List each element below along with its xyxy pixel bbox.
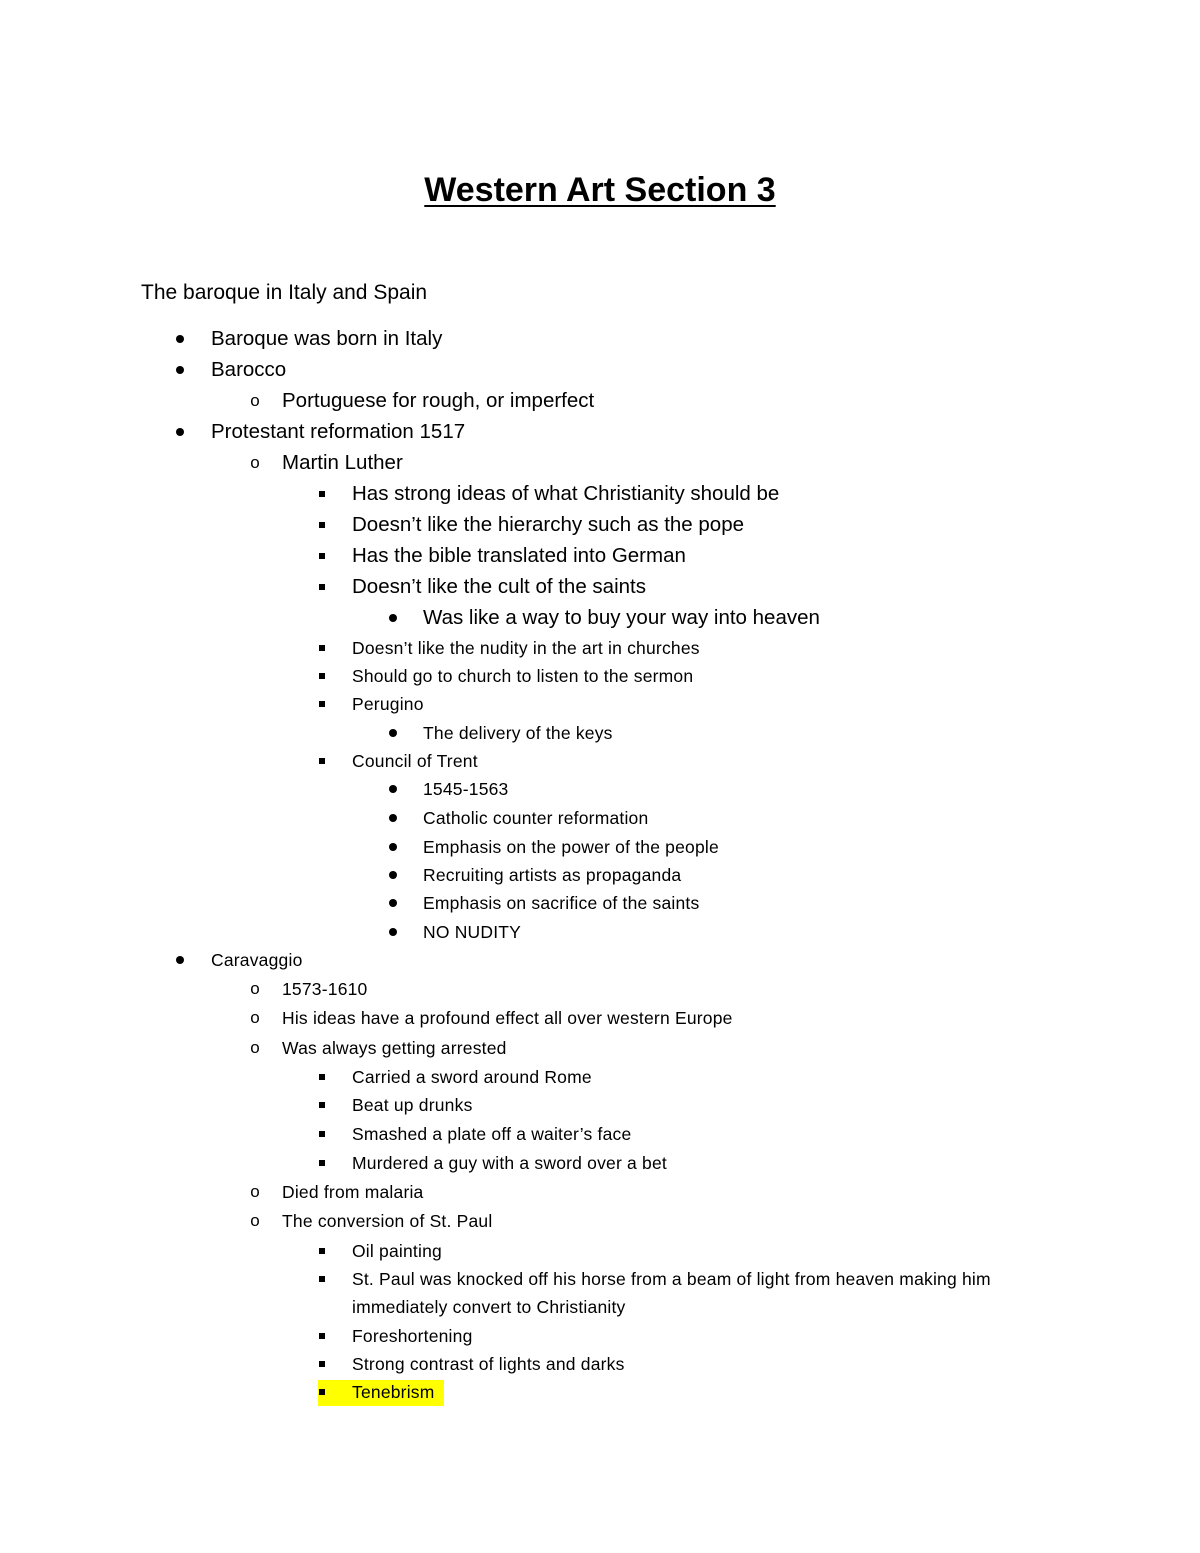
list-bullet-icon: [312, 634, 332, 662]
list-item: 1573-1610: [282, 979, 368, 999]
list-bullet-icon: [312, 1237, 332, 1265]
list-item: Should go to church to listen to the sermon: [352, 666, 694, 686]
list-bullet-icon: [312, 1350, 332, 1378]
list-bullet-icon: [383, 804, 403, 832]
section-heading: The baroque in Italy and Spain: [141, 281, 428, 304]
list-item: Beat up drunks: [352, 1095, 473, 1115]
list-item: Doesn’t like the cult of the saints: [352, 575, 646, 598]
list-bullet-icon: [312, 1378, 332, 1406]
list-item: Doesn’t like the nudity in the art in churches: [352, 638, 700, 658]
list-item: Carried a sword around Rome: [352, 1067, 592, 1087]
list-bullet-icon: [312, 662, 332, 690]
list-bullet-icon: [312, 747, 332, 775]
list-item: Emphasis on sacrifice of the saints: [423, 893, 700, 913]
list-bullet-icon: o: [250, 979, 260, 998]
list-bullet-icon: [312, 1120, 332, 1148]
list-item: Perugino: [352, 694, 424, 714]
list-item: Doesn’t like the hierarchy such as the pope: [352, 513, 745, 536]
list-bullet-icon: [383, 775, 403, 803]
list-bullet-icon: [170, 325, 190, 353]
list-bullet-icon: [383, 833, 403, 861]
list-bullet-icon: [383, 604, 403, 632]
list-bullet-icon: [312, 542, 332, 570]
list-item: Portuguese for rough, or imperfect: [282, 389, 595, 412]
list-item: Has strong ideas of what Christianity should be: [352, 482, 780, 505]
list-item: Was like a way to buy your way into heaven: [423, 606, 820, 629]
list-bullet-icon: o: [250, 1038, 260, 1057]
list-bullet-icon: [312, 1063, 332, 1091]
list-item: NO NUDITY: [423, 922, 522, 942]
list-bullet-icon: [312, 480, 332, 508]
list-bullet-icon: [383, 719, 403, 747]
list-bullet-icon: [312, 1265, 332, 1293]
list-bullet-icon: [312, 1091, 332, 1119]
list-item: His ideas have a profound effect all over western Europe: [282, 1008, 733, 1028]
list-bullet-icon: [170, 356, 190, 384]
list-item: Oil painting: [352, 1241, 442, 1261]
list-item: Council of Trent: [352, 751, 478, 771]
list-bullet-icon: [312, 573, 332, 601]
list-item: Emphasis on the power of the people: [423, 837, 719, 857]
list-bullet-icon: [312, 1322, 332, 1350]
list-item: Martin Luther: [282, 451, 403, 474]
list-bullet-icon: [383, 889, 403, 917]
list-bullet-icon: [312, 1149, 332, 1177]
list-item: Protestant reformation 1517: [211, 420, 466, 443]
list-item: Murdered a guy with a sword over a bet: [352, 1153, 667, 1173]
list-item: Baroque was born in Italy: [211, 327, 443, 350]
list-bullet-icon: o: [250, 391, 260, 410]
list-item: Caravaggio: [211, 950, 303, 970]
list-bullet-icon: o: [250, 1211, 260, 1230]
list-item: The delivery of the keys: [423, 723, 613, 743]
list-item: Smashed a plate off a waiter’s face: [352, 1124, 632, 1144]
list-item: Foreshortening: [352, 1326, 473, 1346]
list-item: Has the bible translated into German: [352, 544, 686, 567]
list-item: Recruiting artists as propaganda: [423, 865, 682, 885]
list-bullet-icon: [170, 946, 190, 974]
list-bullet-icon: o: [250, 1182, 260, 1201]
list-item: Died from malaria: [282, 1182, 424, 1202]
list-bullet-icon: o: [250, 1008, 260, 1027]
list-bullet-icon: [312, 690, 332, 718]
list-item: 1545-1563: [423, 779, 509, 799]
list-item: Strong contrast of lights and darks: [352, 1354, 625, 1374]
list-item: Tenebrism: [352, 1382, 435, 1402]
list-item: The conversion of St. Paul: [282, 1211, 493, 1231]
list-item: Barocco: [211, 358, 287, 381]
list-item: St. Paul was knocked off his horse from a beam of light from heaven making him immediately convert to Christianity: [352, 1269, 991, 1317]
list-item: Catholic counter reformation: [423, 808, 649, 828]
list-bullet-icon: [170, 418, 190, 446]
document-title: Western Art Section 3: [424, 170, 776, 209]
list-bullet-icon: [383, 918, 403, 946]
list-bullet-icon: o: [250, 453, 260, 472]
list-item: Was always getting arrested: [282, 1038, 507, 1058]
list-bullet-icon: [312, 511, 332, 539]
list-bullet-icon: [383, 861, 403, 889]
